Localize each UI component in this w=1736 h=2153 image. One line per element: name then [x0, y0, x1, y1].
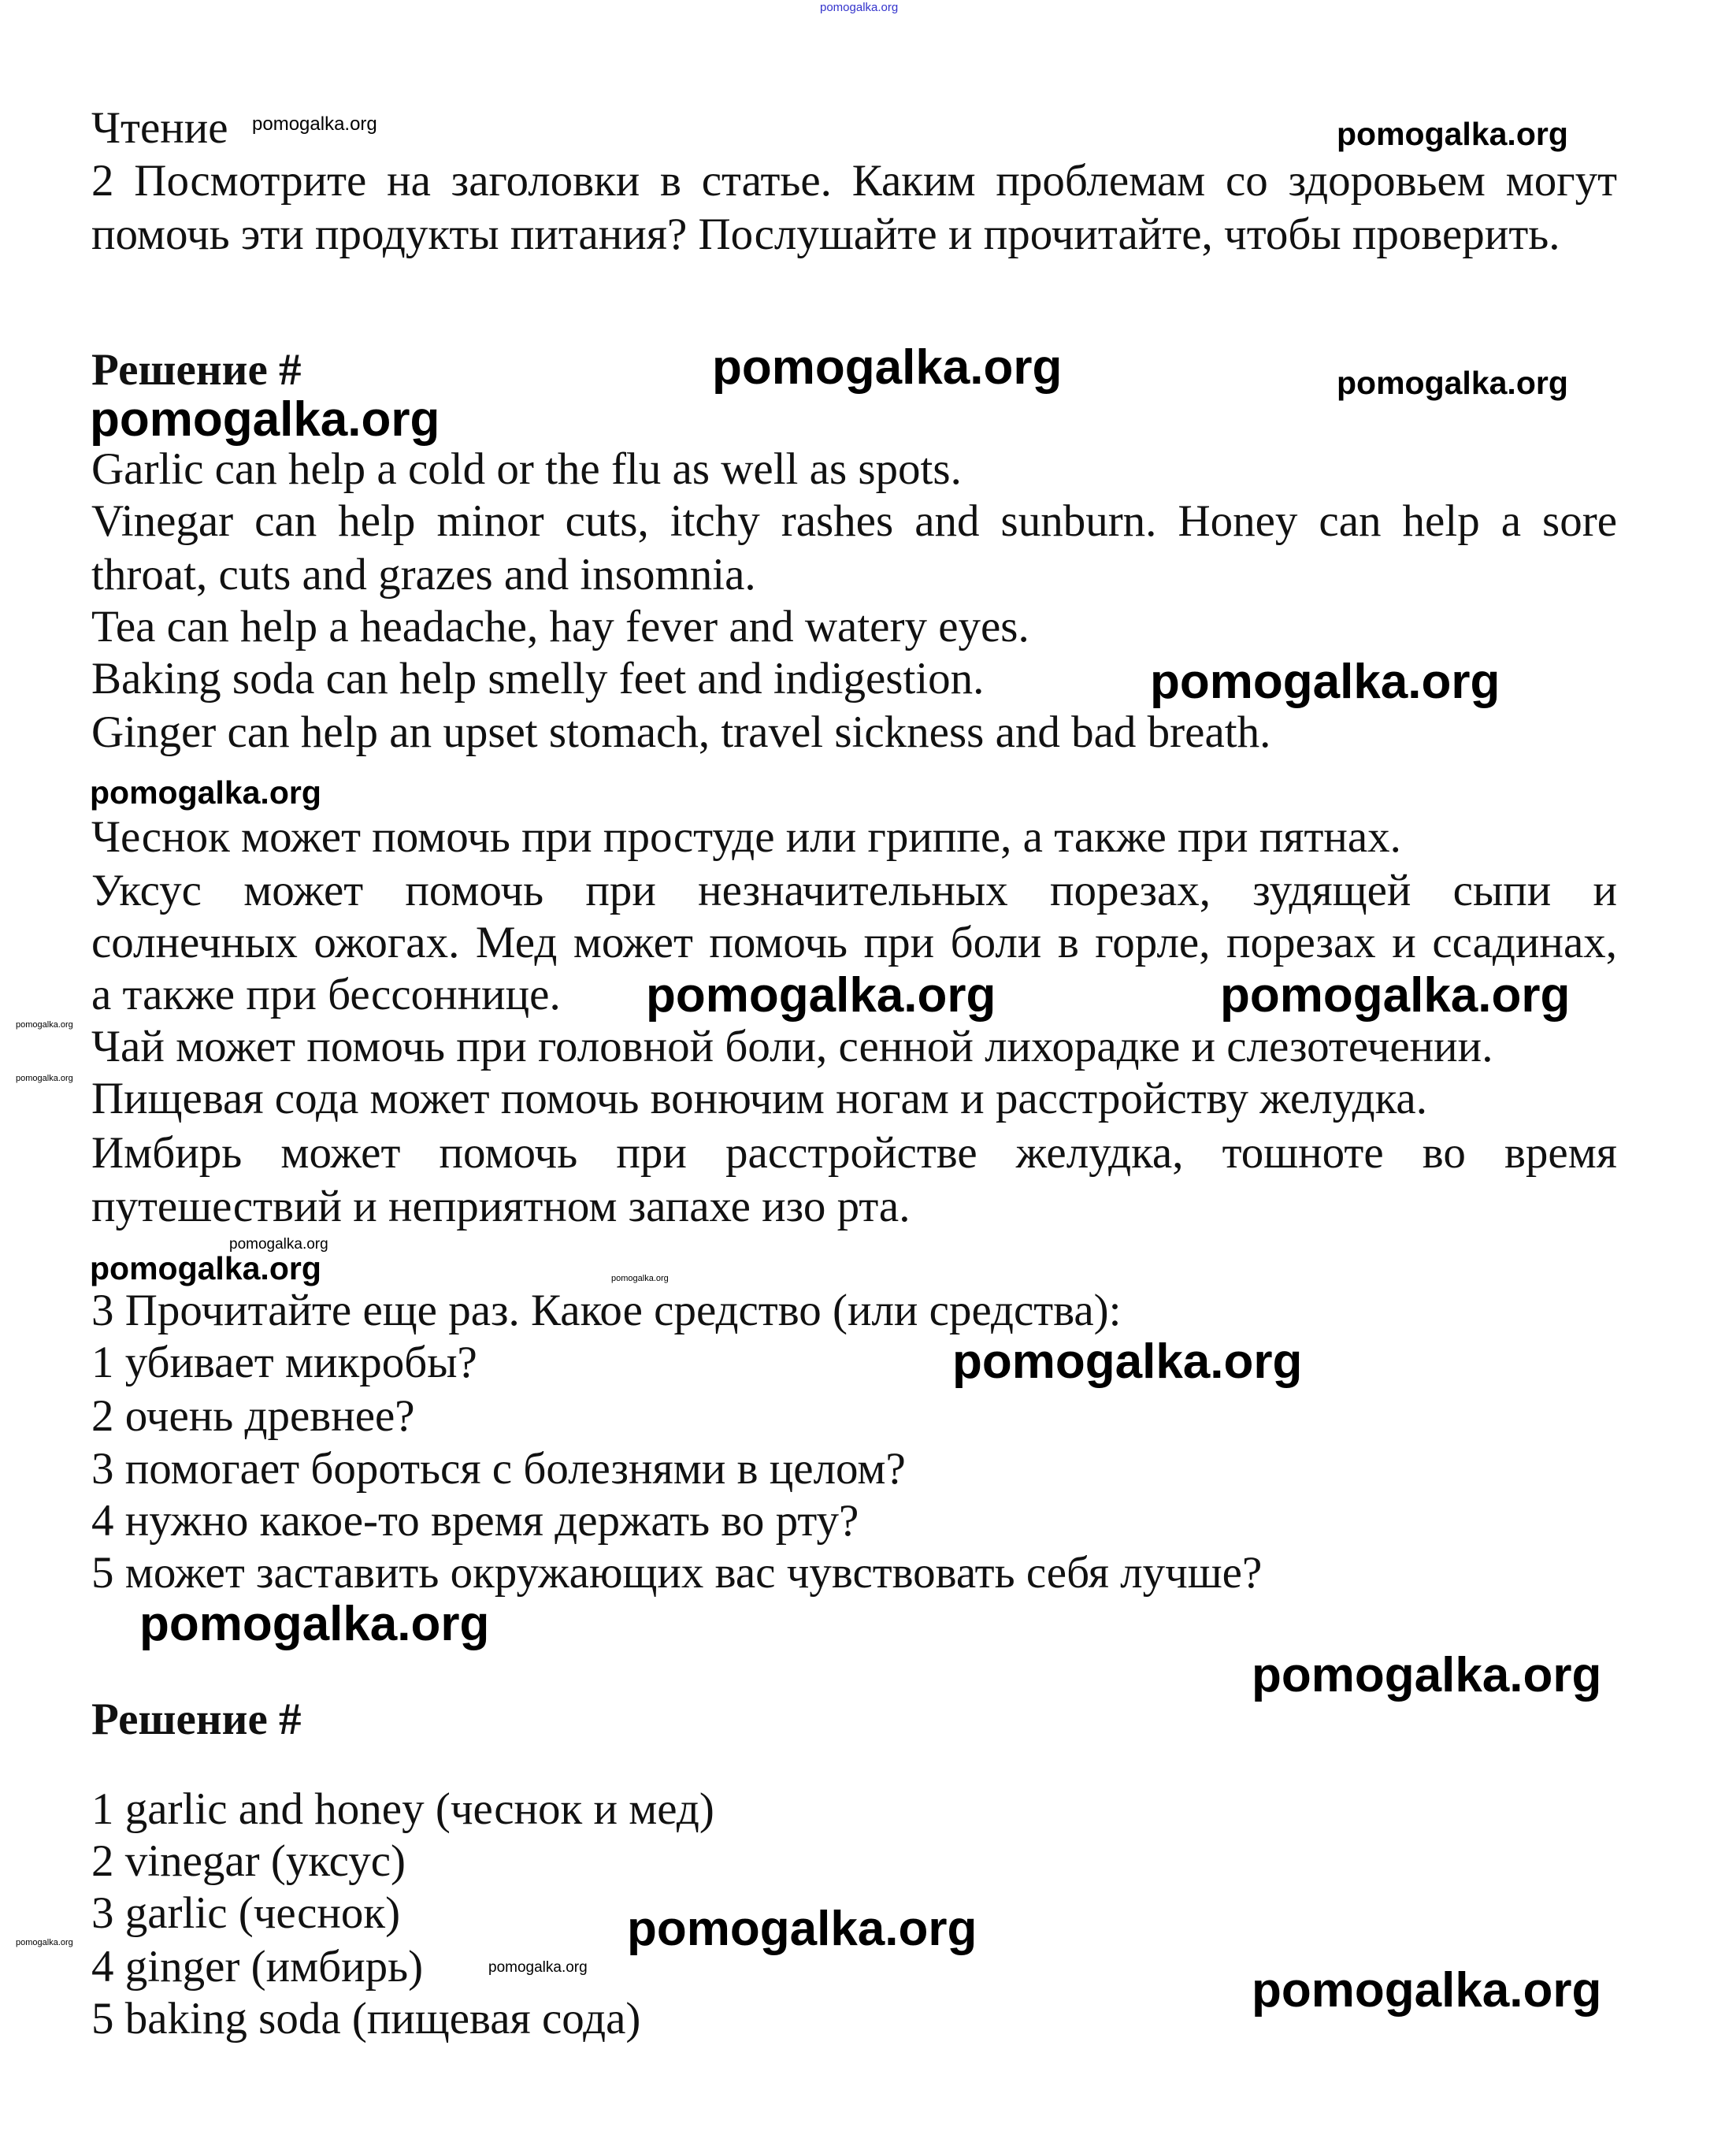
watermark: pomogalka.org: [90, 1250, 321, 1286]
answer-line: 5 baking soda (пищевая сода): [91, 1994, 641, 2043]
watermark: pomogalka.org: [611, 1274, 669, 1283]
watermark: pomogalka.org: [952, 1334, 1303, 1389]
watermark: pomogalka.org: [627, 1902, 977, 1956]
russian-line: а также при бессоннице.: [91, 970, 561, 1019]
task2-line: помочь эти продукты питания? Послушайте и прочитайте, чтобы проверить.: [91, 210, 1560, 259]
section-title: Чтение: [91, 103, 228, 153]
watermark: pomogalka.org: [139, 1597, 490, 1651]
watermark: pomogalka.org: [1252, 1963, 1602, 2018]
answer-line: 4 ginger (имбирь): [91, 1942, 424, 1992]
task3-item: 3 помогает бороться с болезнями в целом?: [91, 1444, 906, 1494]
task3-item: 2 очень древнее?: [91, 1391, 415, 1441]
russian-line: Имбирь может помочь при расстройстве желудка, тошноте во время: [91, 1128, 1617, 1178]
watermark: pomogalka.org: [16, 1074, 73, 1083]
english-line: Tea can help a headache, hay fever and watery eyes.: [91, 602, 1029, 651]
task2-line: 2 Посмотрите на заголовки в статье. Каким проблемам со здоровьем могут: [91, 156, 1617, 206]
english-line: throat, cuts and grazes and insomnia.: [91, 550, 756, 599]
english-line: Garlic can help a cold or the flu as well as spots.: [91, 444, 962, 494]
watermark: pomogalka.org: [646, 968, 996, 1023]
russian-line: Чай может помочь при головной боли, сенной лихорадке и слезотечении.: [91, 1022, 1493, 1071]
answer-line: 2 vinegar (уксус): [91, 1836, 406, 1886]
english-line: Vinegar can help minor cuts, itchy rashes and sunburn. Honey can help a sore: [91, 496, 1617, 546]
watermark: pomogalka.org: [1252, 1648, 1602, 1702]
russian-line: Уксус может помочь при незначительных порезах, зудящей сыпи и: [91, 866, 1617, 915]
watermark: pomogalka.org: [1337, 365, 1568, 401]
answer-line: 1 garlic and honey (чеснок и мед): [91, 1784, 714, 1834]
watermark: pomogalka.org: [229, 1236, 328, 1253]
watermark: pomogalka.org: [820, 1, 899, 14]
watermark: pomogalka.org: [90, 392, 440, 447]
watermark: pomogalka.org: [712, 340, 1063, 395]
solution-heading: Решение #: [91, 345, 302, 395]
russian-line: Чеснок может помочь при простуде или гриппе, а также при пятнах.: [91, 812, 1401, 862]
watermark: pomogalka.org: [16, 1938, 73, 1947]
solution-heading: Решение #: [91, 1695, 302, 1744]
task3-item: 5 может заставить окружающих вас чувствовать себя лучше?: [91, 1548, 1263, 1598]
russian-line: Пищевая сода может помочь вонючим ногам и расстройству желудка.: [91, 1074, 1427, 1123]
russian-line: путешествий и неприятном запахе изо рта.: [91, 1182, 911, 1231]
english-line: Ginger can help an upset stomach, travel sickness and bad breath.: [91, 707, 1271, 757]
russian-line: солнечных ожогах. Мед может помочь при боли в горле, порезах и ссадинах,: [91, 918, 1617, 967]
answer-line: 3 garlic (чеснок): [91, 1888, 401, 1938]
watermark: pomogalka.org: [488, 1959, 588, 1976]
task3-item: 1 убивает микробы?: [91, 1338, 477, 1387]
english-line: Baking soda can help smelly feet and indigestion.: [91, 654, 985, 703]
task3-prompt: 3 Прочитайте еще раз. Какое средство (или средства):: [91, 1286, 1122, 1335]
task3-item: 4 нужно какое-то время держать во рту?: [91, 1496, 859, 1546]
watermark: pomogalka.org: [252, 113, 377, 135]
watermark: pomogalka.org: [1337, 116, 1568, 152]
watermark: pomogalka.org: [1220, 968, 1571, 1023]
watermark: pomogalka.org: [1150, 655, 1500, 709]
watermark: pomogalka.org: [16, 1020, 73, 1030]
watermark: pomogalka.org: [90, 774, 321, 811]
